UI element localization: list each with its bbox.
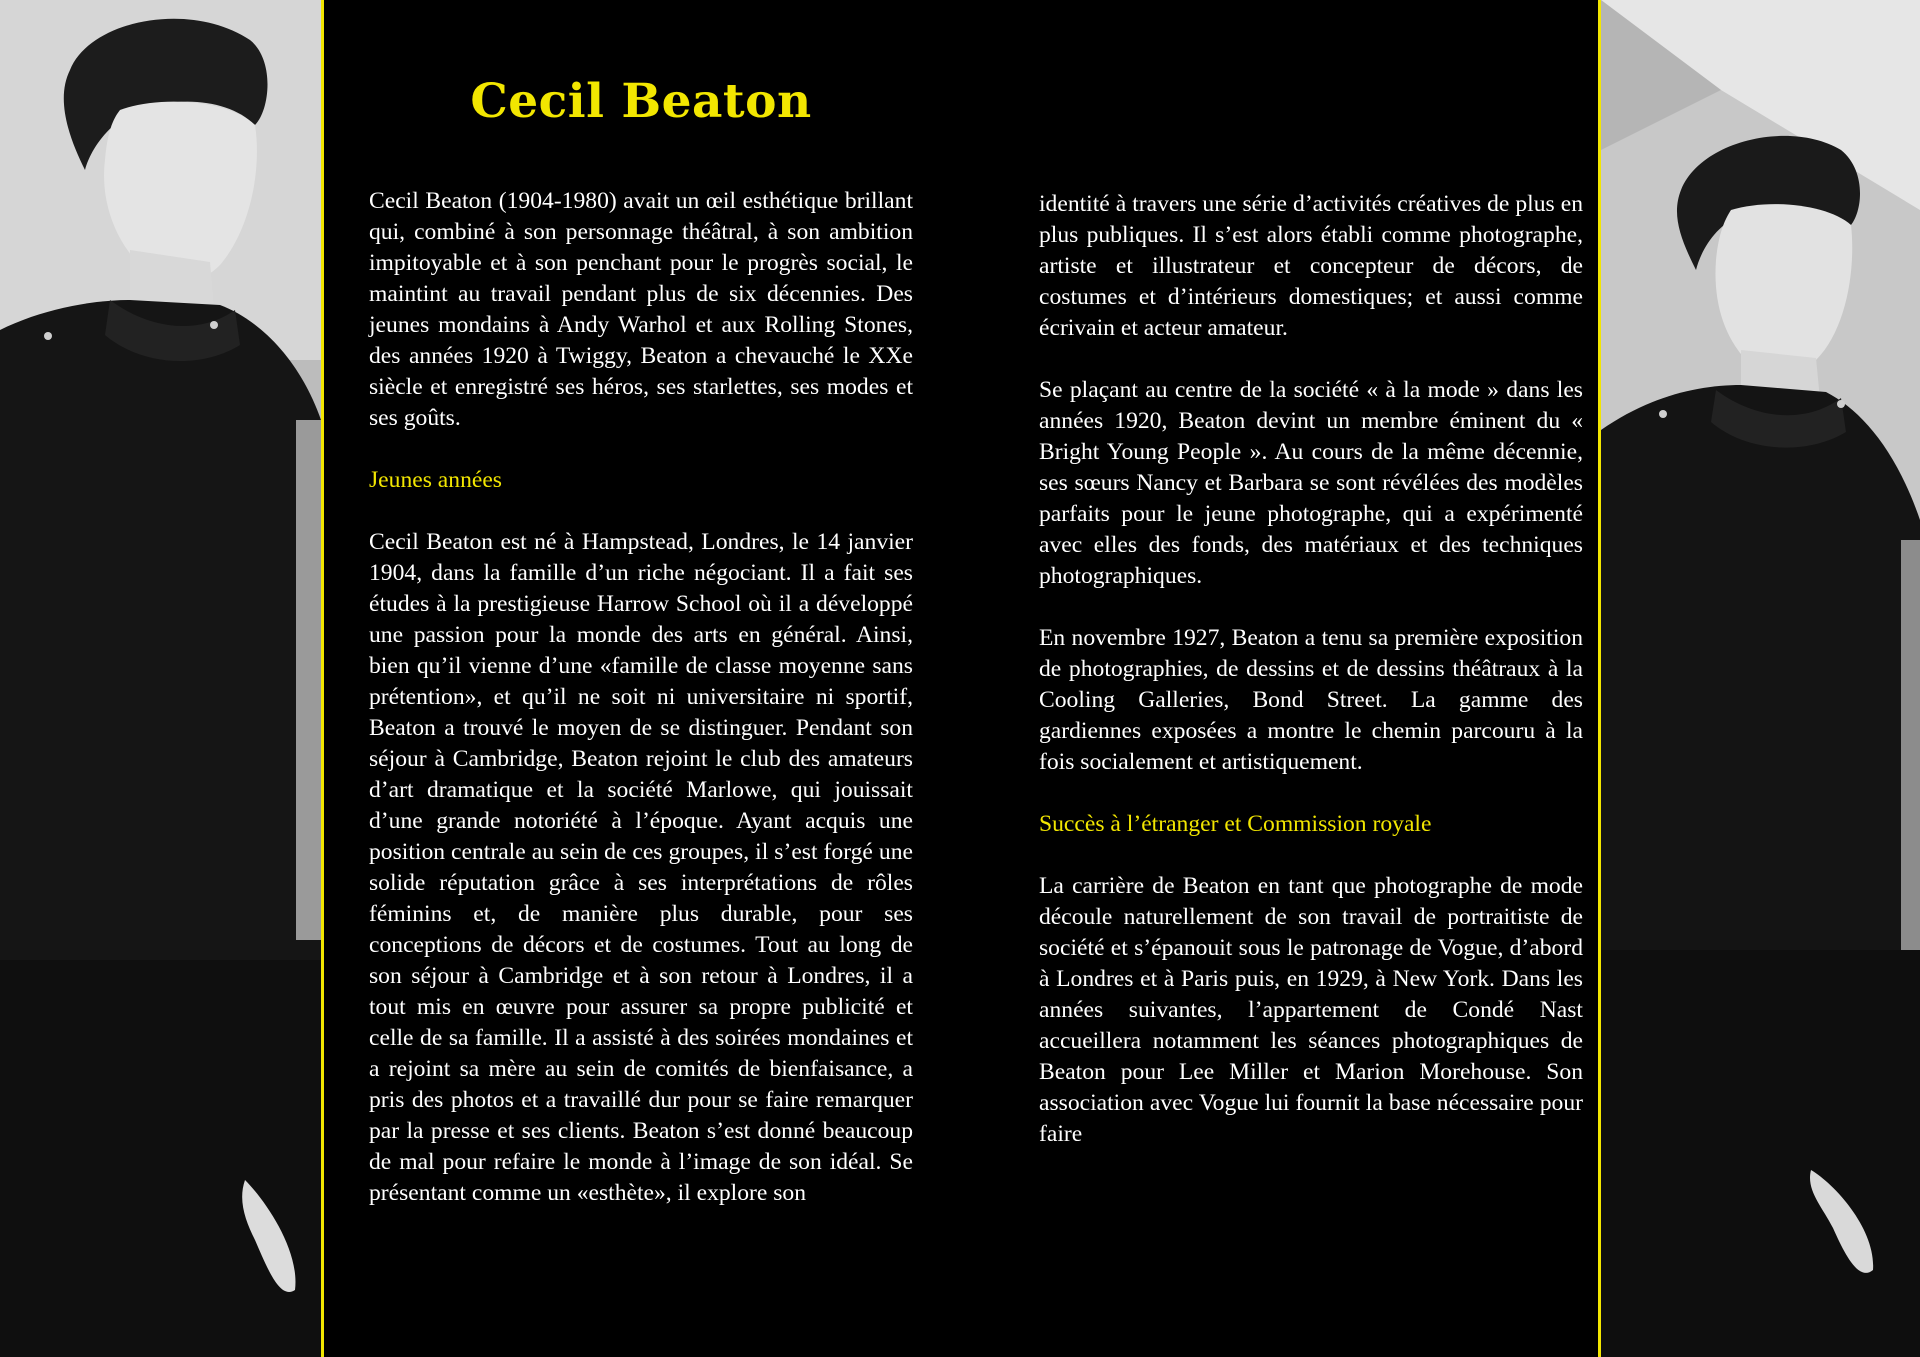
exhibition-paragraph: En novembre 1927, Beaton a tenu sa première exposition de photographies, de dessins et de dessins théâtraux à la Cooling Galleries, Bond Street. La gamme des gardiennes exposées a montre le chemin parcouru à la fois socialement et artistiquement. (1039, 625, 1583, 775)
portrait-photo-left (0, 0, 321, 1357)
portrait-illustration-left (0, 0, 321, 1357)
portrait-illustration-right (1601, 0, 1920, 1357)
page-title: Cecil Beaton (470, 74, 812, 129)
portrait-photo-right (1601, 0, 1920, 1357)
section-heading-early-years: Jeunes années (369, 467, 502, 493)
article-panel (321, 0, 1601, 1357)
society-paragraph: Se plaçant au centre de la société « à la mode » dans les années 1920, Beaton devint un membre éminent du « Bright Young People ». Au cours de la même décennie, ses sœurs Nancy et Barbara se sont révélées des modèles parfaits pour le jeune photographe, qui a expérimenté avec elles des fonds, des matériaux et des techniques photographiques. (1039, 377, 1583, 589)
accent-rule-left (321, 0, 324, 1357)
text-column-right (1039, 189, 1583, 1181)
section-heading-success-abroad: Succès à l’étranger et Commission royale (1039, 811, 1432, 837)
text-column-left (369, 186, 913, 1240)
identity-paragraph: identité à travers une série d’activités créatives de plus en plus publiques. Il s’est alors établi comme photographe, artiste et illustrateur et concepteur de décors, de costumes et d’intérieurs domestiques; et aussi comme écrivain et acteur amateur. (1039, 191, 1583, 341)
intro-paragraph: Cecil Beaton (1904-1980) avait un œil esthétique brillant qui, combiné à son personnage théâtral, à son ambition impitoyable et à son penchant pour le progrès social, le maintint au travail pendant plus de six décennies. Des jeunes mondains à Andy Warhol et aux Rolling Stones, des années 1920 à Twiggy, Beaton a chevauché le XXe siècle et enregistré ses héros, ses starlettes, ses modes et ses goûts. (369, 188, 913, 431)
early-years-paragraph: Cecil Beaton est né à Hampstead, Londres, le 14 janvier 1904, dans la famille d’un riche négociant. Il a fait ses études à la prestigieuse Harrow School où il a développé une passion pour la monde des arts en général. Ainsi, bien qu’il vienne d’une «famille de classe moyenne sans prétention», et qu’il ne soit ni universitaire ni sportif, Beaton a trouvé le moyen de se distinguer. Pendant son séjour à Cambridge, Beaton rejoint le club des amateurs d’art dramatique et la société Marlowe, qui jouissait d’une grande notoriété à l’époque. Ayant acquis une position centrale au sein de ces groupes, il s’est forgé une solide réputation grâce à ses interprétations de rôles féminins et, de manière plus durable, pour ses conceptions de décors et de costumes. Tout au long de son séjour à Cambridge et à son retour à Londres, il a tout mis en œuvre pour assurer sa propre publicité et celle de sa famille. Il a assisté à des soirées mondaines et a rejoint sa mère au sein de comités de bienfaisance, a pris des photos et a travaillé dur pour se faire remarquer par la presse et ses clients. Beaton s’est donné beaucoup de mal pour refaire le monde à l’image de son idéal. Se présentant comme un «esthète», il explore son (369, 529, 913, 1206)
vogue-paragraph: La carrière de Beaton en tant que photographe de mode découle naturellement de son travail de portraitiste de société et s’épanouit sous le patronage de Vogue, d’abord à Londres et à Paris puis, en 1929, à New York. Dans les années suivantes, l’appartement de Condé Nast accueillera notamment les séances photographiques de Beaton pour Lee Miller et Marion Morehouse. Son association avec Vogue lui fournit la base nécessaire pour faire (1039, 873, 1583, 1147)
accent-rule-right (1598, 0, 1601, 1357)
